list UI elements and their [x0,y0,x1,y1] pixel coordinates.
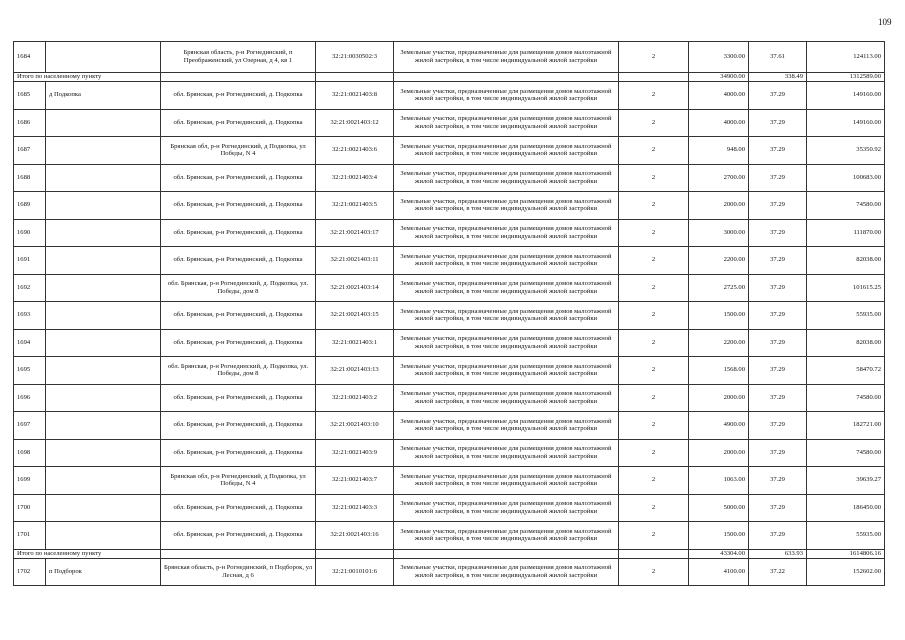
address: обл. Брянская, р-н Рогнединский, д. Подкопка [161,82,316,110]
category-code: 2 [619,137,689,165]
cadastral-value: 182721.00 [807,412,885,440]
table-row [14,42,885,73]
row-number: 1693 [14,302,46,330]
table-row [14,82,885,110]
specific-value: 37.29 [749,247,807,275]
area-value: 2000.00 [689,192,749,220]
row-number: 1687 [14,137,46,165]
specific-value: 37.29 [749,274,807,302]
land-use-description: Земельные участки, предназначенные для размещения домов малоэтажной жилой застройки, в том числе индивидуальной жилой застройки [394,192,619,220]
category-code: 2 [619,494,689,522]
category-code: 2 [619,329,689,357]
row-number: 1697 [14,412,46,440]
land-use-description: Земельные участки, предназначенные для размещения домов малоэтажной жилой застройки, в том числе индивидуальной жилой застройки [394,439,619,467]
cadastral-value: 100683.00 [807,164,885,192]
area-value: 2725.00 [689,274,749,302]
address: Брянская область, р-н Рогнединский, п Подборок, ул Лесная, д 6 [161,558,316,586]
cadastral-value: 55935.00 [807,302,885,330]
specific-value: 37.29 [749,164,807,192]
area-value: 4900.00 [689,412,749,440]
area-value: 3000.00 [689,219,749,247]
address: обл. Брянская, р-н Рогнединский, д. Подкопка [161,192,316,220]
category-code: 2 [619,109,689,137]
cadastral-value: 74580.00 [807,384,885,412]
area-value: 5000.00 [689,494,749,522]
row-number: 1690 [14,219,46,247]
empty-cell [316,73,394,82]
address: обл. Брянская, р-н Рогнединский, д. Подкопка [161,384,316,412]
specific-value: 37.29 [749,357,807,385]
specific-value: 37.29 [749,109,807,137]
address: Брянская область, р-н Рогнединский, п Преображенский, ул Озерная, д 4, кв 1 [161,42,316,73]
table-row [14,302,885,330]
address: обл. Брянская, р-н Рогнединский, д. Подкопка, ул. Победы, дом 8 [161,274,316,302]
table-row [14,467,885,495]
cadastral-number: 32:21:0021403:8 [316,82,394,110]
address: обл. Брянская, р-н Рогнединский, д. Подкопка [161,494,316,522]
table-row [14,219,885,247]
address: Брянская обл, р-н Рогнединский, д Подкопка, ул Победы, N 4 [161,467,316,495]
category-code: 2 [619,467,689,495]
table-row [14,412,885,440]
total-value: 1614806.16 [807,549,885,558]
settlement-name [46,384,161,412]
table-row [14,137,885,165]
land-use-description: Земельные участки, предназначенные для размещения домов малоэтажной жилой застройки, в том числе индивидуальной жилой застройки [394,42,619,73]
land-use-description: Земельные участки, предназначенные для размещения домов малоэтажной жилой застройки, в том числе индивидуальной жилой застройки [394,329,619,357]
cadastral-number: 32:21:0021403:14 [316,274,394,302]
cadastral-number: 32:21:0021403:13 [316,357,394,385]
land-use-description: Земельные участки, предназначенные для размещения домов малоэтажной жилой застройки, в том числе индивидуальной жилой застройки [394,274,619,302]
cadastral-number: 32:21:0021403:11 [316,247,394,275]
settlement-name: п Подборок [46,558,161,586]
cadastral-number: 32:21:0021403:12 [316,109,394,137]
category-code: 2 [619,164,689,192]
area-value: 1568.00 [689,357,749,385]
specific-value: 37.29 [749,467,807,495]
area-value: 1500.00 [689,522,749,550]
land-cadastral-value-table [13,41,885,586]
settlement-name [46,329,161,357]
cadastral-number: 32:21:0021403:1 [316,329,394,357]
area-value: 2200.00 [689,247,749,275]
land-use-description: Земельные участки, предназначенные для размещения домов малоэтажной жилой застройки, в том числе индивидуальной жилой застройки [394,302,619,330]
settlement-name [46,109,161,137]
settlement-name [46,164,161,192]
cadastral-value: 82038.00 [807,247,885,275]
total-area: 43304.00 [689,549,749,558]
land-use-description: Земельные участки, предназначенные для размещения домов малоэтажной жилой застройки, в том числе индивидуальной жилой застройки [394,219,619,247]
area-value: 2000.00 [689,439,749,467]
area-value: 1063.00 [689,467,749,495]
row-number: 1691 [14,247,46,275]
area-value: 2000.00 [689,384,749,412]
cadastral-value: 124113.00 [807,42,885,73]
cadastral-value: 101615.25 [807,274,885,302]
area-value: 2700.00 [689,164,749,192]
cadastral-value: 35350.92 [807,137,885,165]
address: обл. Брянская, р-н Рогнединский, д. Подкопка [161,329,316,357]
row-number: 1688 [14,164,46,192]
cadastral-value: 39639.27 [807,467,885,495]
specific-value: 37.29 [749,522,807,550]
cadastral-number: 32:21:0021403:7 [316,467,394,495]
row-number: 1686 [14,109,46,137]
table-row [14,109,885,137]
row-number: 1684 [14,42,46,73]
land-use-description: Земельные участки, предназначенные для размещения домов малоэтажной жилой застройки, в том числе индивидуальной жилой застройки [394,558,619,586]
settlement-name [46,494,161,522]
row-number: 1695 [14,357,46,385]
category-code: 2 [619,439,689,467]
row-number: 1692 [14,274,46,302]
cadastral-value: 149160.00 [807,82,885,110]
cadastral-number: 32:21:0021403:3 [316,494,394,522]
specific-value: 37.29 [749,412,807,440]
specific-value: 37.29 [749,439,807,467]
cadastral-number: 32:21:0021403:6 [316,137,394,165]
table-row [14,274,885,302]
area-value: 1500.00 [689,302,749,330]
land-use-description: Земельные участки, предназначенные для размещения домов малоэтажной жилой застройки, в том числе индивидуальной жилой застройки [394,467,619,495]
category-code: 2 [619,412,689,440]
cadastral-number: 32:21:0021403:5 [316,192,394,220]
table-row [14,247,885,275]
total-label: Итого по населенному пункту [14,549,161,558]
table-row [14,558,885,586]
specific-value: 37.29 [749,329,807,357]
table-row [14,164,885,192]
row-number: 1699 [14,467,46,495]
land-use-description: Земельные участки, предназначенные для размещения домов малоэтажной жилой застройки, в том числе индивидуальной жилой застройки [394,412,619,440]
specific-value: 37.29 [749,192,807,220]
land-use-description: Земельные участки, предназначенные для размещения домов малоэтажной жилой застройки, в том числе индивидуальной жилой застройки [394,494,619,522]
row-number: 1700 [14,494,46,522]
settlement-name [46,42,161,73]
specific-value: 37.29 [749,137,807,165]
settlement-name [46,192,161,220]
address: обл. Брянская, р-н Рогнединский, д. Подкопка [161,522,316,550]
category-code: 2 [619,357,689,385]
settlement-name [46,219,161,247]
table-row [14,439,885,467]
empty-cell [161,549,316,558]
cadastral-number: 32:21:0021403:17 [316,219,394,247]
settlement-name [46,357,161,385]
page-number: 109 [878,17,892,27]
row-number: 1694 [14,329,46,357]
cadastral-value: 111870.00 [807,219,885,247]
cadastral-value: 74580.00 [807,439,885,467]
area-value: 4000.00 [689,82,749,110]
settlement-name [46,439,161,467]
specific-value: 37.22 [749,558,807,586]
land-use-description: Земельные участки, предназначенные для размещения домов малоэтажной жилой застройки, в том числе индивидуальной жилой застройки [394,247,619,275]
category-code: 2 [619,274,689,302]
total-rate: 338.49 [749,73,807,82]
cadastral-number: 32:21:0021403:15 [316,302,394,330]
category-code: 2 [619,384,689,412]
cadastral-number: 32:21:0010101:6 [316,558,394,586]
land-use-description: Земельные участки, предназначенные для размещения домов малоэтажной жилой застройки, в том числе индивидуальной жилой застройки [394,109,619,137]
table-row [14,494,885,522]
settlement-name [46,274,161,302]
category-code: 2 [619,42,689,73]
cadastral-number: 32:21:0030502:3 [316,42,394,73]
area-value: 3300.00 [689,42,749,73]
empty-cell [316,549,394,558]
land-use-description: Земельные участки, предназначенные для размещения домов малоэтажной жилой застройки, в том числе индивидуальной жилой застройки [394,522,619,550]
land-use-description: Земельные участки, предназначенные для размещения домов малоэтажной жилой застройки, в том числе индивидуальной жилой застройки [394,82,619,110]
area-value: 948.00 [689,137,749,165]
cadastral-value: 152602.00 [807,558,885,586]
specific-value: 37.29 [749,384,807,412]
total-area: 34900.00 [689,73,749,82]
specific-value: 37.29 [749,219,807,247]
specific-value: 37.29 [749,302,807,330]
category-code: 2 [619,302,689,330]
row-number: 1702 [14,558,46,586]
empty-cell [394,73,619,82]
settlement-name [46,412,161,440]
table-row [14,192,885,220]
address: обл. Брянская, р-н Рогнединский, д. Подкопка, ул. Победы, дом 8 [161,357,316,385]
specific-value: 37.61 [749,42,807,73]
land-use-description: Земельные участки, предназначенные для размещения домов малоэтажной жилой застройки, в том числе индивидуальной жилой застройки [394,384,619,412]
address: обл. Брянская, р-н Рогнединский, д. Подкопка [161,412,316,440]
table-row [14,384,885,412]
total-rate: 633.93 [749,549,807,558]
cadastral-value: 149160.00 [807,109,885,137]
area-value: 4000.00 [689,109,749,137]
cadastral-value: 58470.72 [807,357,885,385]
cadastral-value: 82038.00 [807,329,885,357]
category-code: 2 [619,522,689,550]
settlement-name [46,522,161,550]
category-code: 2 [619,192,689,220]
cadastral-number: 32:21:0021403:16 [316,522,394,550]
cadastral-number: 32:21:0021403:9 [316,439,394,467]
specific-value: 37.29 [749,82,807,110]
empty-cell [394,549,619,558]
settlement-name [46,247,161,275]
category-code: 2 [619,247,689,275]
row-number: 1701 [14,522,46,550]
address: обл. Брянская, р-н Рогнединский, д. Подкопка [161,302,316,330]
address: обл. Брянская, р-н Рогнединский, д. Подкопка [161,164,316,192]
settlement-total-row [14,73,885,82]
area-value: 2200.00 [689,329,749,357]
address: обл. Брянская, р-н Рогнединский, д. Подкопка [161,109,316,137]
total-value: 1312589.00 [807,73,885,82]
empty-cell [619,73,689,82]
empty-cell [619,549,689,558]
cadastral-number: 32:21:0021403:2 [316,384,394,412]
cadastral-value: 74580.00 [807,192,885,220]
table-row [14,522,885,550]
category-code: 2 [619,558,689,586]
total-label: Итого по населенному пункту [14,73,161,82]
cadastral-value: 55935.00 [807,522,885,550]
row-number: 1698 [14,439,46,467]
address: обл. Брянская, р-н Рогнединский, д. Подкопка [161,219,316,247]
address: обл. Брянская, р-н Рогнединский, д. Подкопка [161,247,316,275]
settlement-name: д Подкопка [46,82,161,110]
empty-cell [161,73,316,82]
land-use-description: Земельные участки, предназначенные для размещения домов малоэтажной жилой застройки, в том числе индивидуальной жилой застройки [394,137,619,165]
settlement-name [46,137,161,165]
category-code: 2 [619,219,689,247]
address: обл. Брянская, р-н Рогнединский, д. Подкопка [161,439,316,467]
settlement-total-row [14,549,885,558]
settlement-name [46,467,161,495]
cadastral-value: 186450.00 [807,494,885,522]
settlement-name [46,302,161,330]
table-row [14,329,885,357]
cadastral-number: 32:21:0021403:4 [316,164,394,192]
land-use-description: Земельные участки, предназначенные для размещения домов малоэтажной жилой застройки, в том числе индивидуальной жилой застройки [394,164,619,192]
address: Брянская обл, р-н Рогнединский, д Подкопка, ул Победы, N 4 [161,137,316,165]
row-number: 1685 [14,82,46,110]
row-number: 1689 [14,192,46,220]
table-row [14,357,885,385]
cadastral-number: 32:21:0021403:10 [316,412,394,440]
area-value: 4100.00 [689,558,749,586]
row-number: 1696 [14,384,46,412]
specific-value: 37.29 [749,494,807,522]
category-code: 2 [619,82,689,110]
land-use-description: Земельные участки, предназначенные для размещения домов малоэтажной жилой застройки, в том числе индивидуальной жилой застройки [394,357,619,385]
